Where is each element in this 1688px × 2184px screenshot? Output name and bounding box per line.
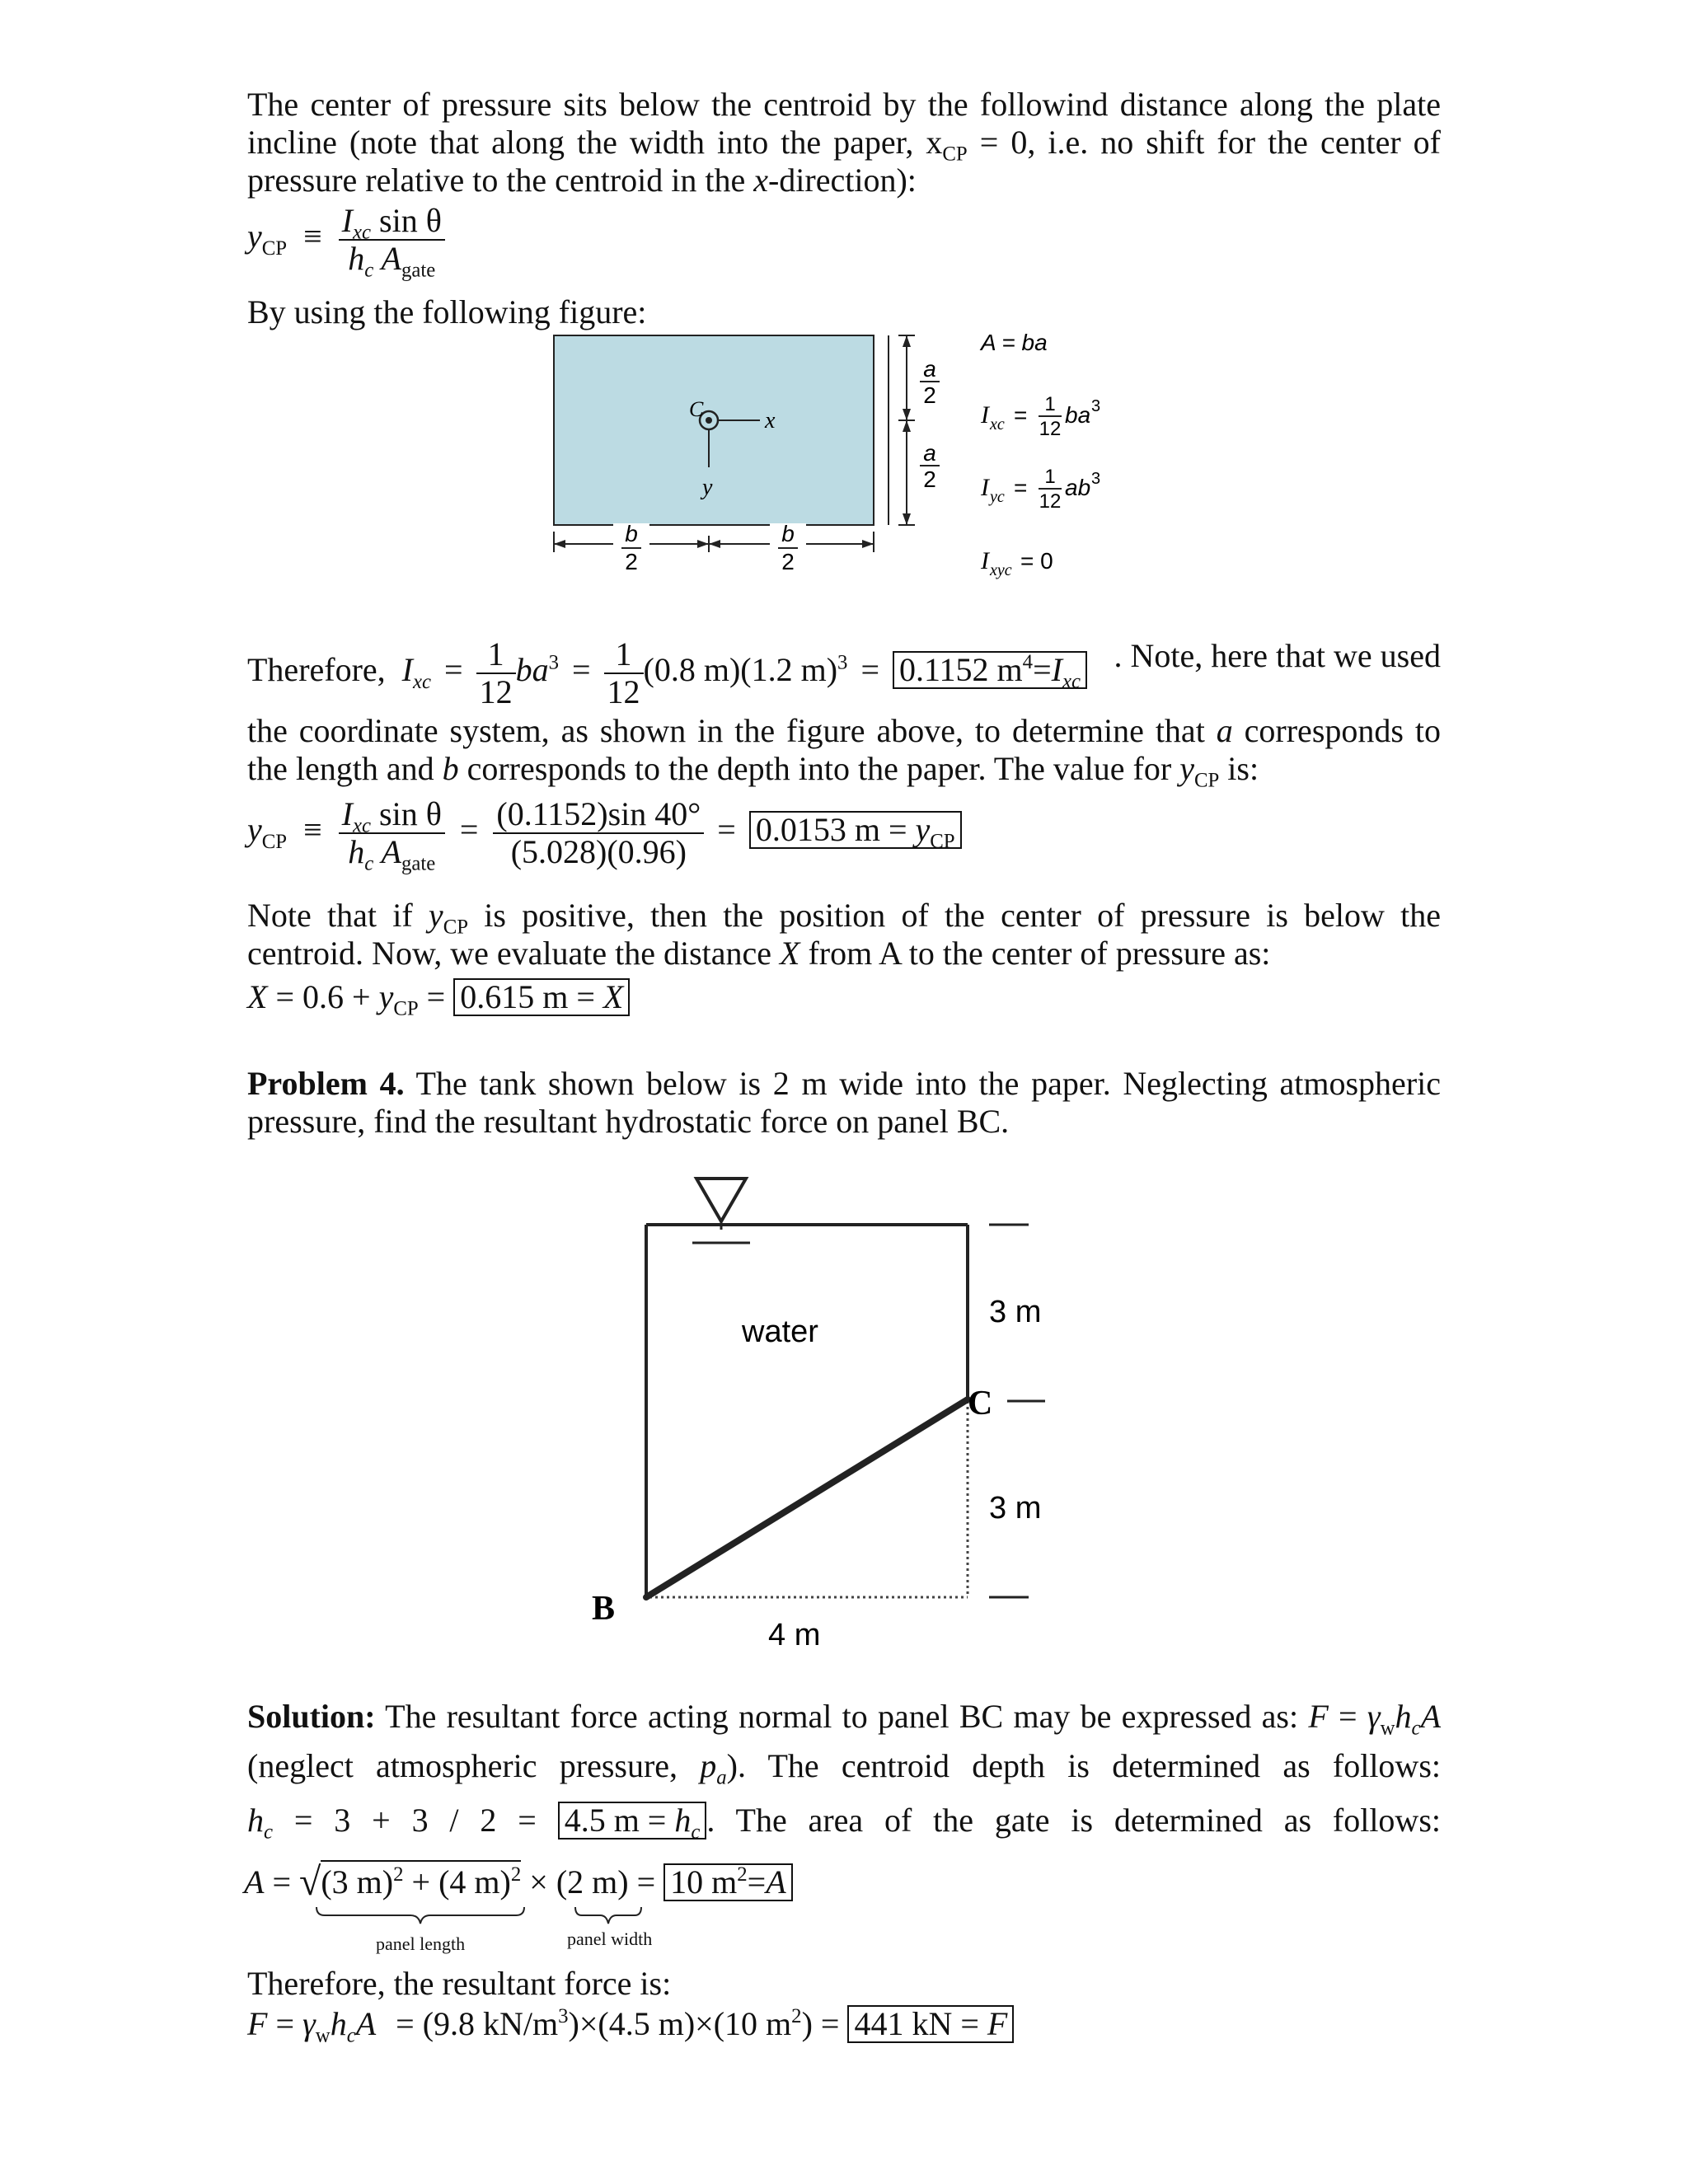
para2-line-2: the length and b corresponds to the depth into the paper. The value for $y_{CP}$ is: [247,750,1259,792]
intro-text-3: pressure relative to the centroid in the [247,162,754,199]
eq3-fraction-symbolic: $\frac{I_{xc} \sin \theta}{h_c A_{gate}}$ [339,796,445,870]
x-axis-label: x [765,408,776,434]
solution-line-3: $h_c = 3 + 3 / 2 = 4.5$ $m = h_c$ . The area of the gate is determined as follows: [247,1802,1441,1844]
rectangle-section [554,335,874,525]
intro-text-3-rest: -direction): [767,162,917,199]
half-b-right-num: b [781,521,795,546]
point-c-label: C [968,1385,993,1422]
eq2-prefix: Therefore, [247,651,386,689]
point-b-label: B [592,1590,616,1628]
eq1-den-sub-gate: gate [401,259,436,282]
eq2-term1: ba [515,651,549,689]
ixc-label: I [981,401,989,429]
panel-bc [646,1399,968,1597]
ixyc-label: I [981,547,989,574]
iyc-eq: = [1014,475,1028,500]
hc-result-box: 4.5 $m = h_c$ [558,1802,707,1840]
ixc-den: 12 [1039,418,1062,440]
ixc-exp: 3 [1091,397,1101,415]
eq1-fraction [339,202,445,282]
eq2-suffix: . Note, here that we used [1114,637,1441,674]
eq2-term2-exp: 3 [837,651,848,674]
eq1-num-rest: sin θ [371,202,442,239]
intro-text-1: The center of pressure sits below the centroid by the followind distance along the plate [247,86,1441,123]
ixyc-sub: xyc [990,561,1012,579]
solution-line-2: (neglect atmospheric pressure, $p_a$). The centroid depth is determined as follows: [247,1747,1441,1789]
eq2-result-box: 0.1152 $m^4=I_{xc}$ [893,651,1087,689]
equation-ixc: Therefore, $I_{xc}$ = $\frac{1}{12}$ $ba^3$ = $\frac{1}{12}$ (0.8 m)(1.2 m)$^3$ = 0.1152 $m^4=I_{xc}$ . Note, here that we used [247,635,1441,710]
panel-width-label: panel width [567,1929,653,1949]
equation-ycp-value: $y_{CP}$ ≡ $\frac{I_{xc} \sin \theta}{h_c A_{gate}}$ = $\frac{(0.1152)\sin 40^\circ}{(5.028)(0.96)}$ = 0.0153 $m = y_{CP}$ [247,796,962,870]
equation-force: $F = \gamma_wh_cA = (9.8$ $kN/m^3)\times(4.5$ m)×(10 $m^2) = 441$ kN = F [247,2004,1014,2043]
eq2-frac1: $\frac{1}{12}$ [476,636,516,710]
iyc-num: 1 [1044,466,1056,488]
half-b-right-den: 2 [781,549,795,574]
panel-width-brace [575,1907,641,1924]
dimension-bottom-3m: 3 m [989,1491,1042,1526]
centroid-label: C [689,397,704,421]
ixc-eq: = [1014,402,1028,428]
intro-var-x: x [753,162,768,199]
equation-braces [313,1904,676,1929]
para3-line-1: Note that if $y_{CP}$ is positive, then the position of the center of pressure is below the [247,897,1442,939]
eq4-result-box: 0.615 m = X [453,978,630,1016]
intro-line-1 [247,86,1441,124]
eq1-num-sub: xc [353,221,372,244]
half-a-top-den: 2 [923,382,936,408]
tank-figure [577,1170,1088,1665]
y-axis-label: y [702,475,713,500]
problem4-line-2: pressure, find the resultant hydrostatic force on panel BC. [247,1103,1010,1140]
iyc-sub: yc [990,488,1005,506]
intro-line-3 [247,162,1441,199]
problem4-line-1: Problem 4. The tank shown below is 2 m wide into the paper. Neglecting atmospheric [247,1065,1442,1102]
ixyc-value: = 0 [1020,548,1053,574]
eq1-lhs: y [247,218,262,255]
intro-line-2 [247,124,1441,166]
ixc-var: ba [1065,402,1091,428]
eq3-result-box: 0.0153 $m = y_{CP}$ [749,811,962,849]
panel-length-brace [316,1907,524,1924]
intro-text-2: incline (note that along the width into the paper, x [247,124,943,161]
force-result-box: 441 kN = F [847,2005,1014,2043]
intro-text-2-rest: = 0, i.e. no shift for the center of [967,124,1441,161]
eq1-den-a: A [373,240,401,277]
iyc-label: I [981,474,989,501]
iyc-den: 12 [1039,490,1062,513]
half-a-bottom-den: 2 [923,466,936,492]
half-a-bottom-num: a [923,440,936,466]
eq2-lhs-sub: xc [412,670,431,693]
water-label: water [742,1315,818,1349]
eq2-term1-exp: 3 [548,651,559,674]
half-a-top-num: a [923,356,936,382]
equation-area: A = √(3 m)$^2$ + (4 m)$^2$ × (2 m) = 10 $m^2=A$ [244,1859,793,1905]
para2-line-1: the coordinate system, as shown in the figure above, to determine that a corresponds to [247,712,1441,749]
free-surface-symbol [696,1179,746,1221]
eq1-den-sub-c: c [364,259,374,282]
solution-line-1: Solution: The resultant force acting normal to panel BC may be expressed as: $F = \gamma_wh_cA$ [247,1698,1441,1740]
section-properties-figure [544,326,1121,598]
intro-sub-cp: CP [942,143,968,166]
therefore-text: Therefore, the resultant force is: [247,1965,672,2002]
half-b-left-num: b [625,521,638,546]
figure-intro-text: By using the following figure: [247,293,647,330]
equation-x-distance: $X = 0.6 + y_{CP} = 0.615$ m = X [247,977,630,1016]
area-formula: A = ba [981,330,1048,355]
eq1-den-h: h [348,240,365,277]
equation-ycp-definition [247,202,445,282]
eq2-frac2: $\frac{1}{12}$ [604,636,644,710]
area-result-box: 10 $m^2=A$ [663,1863,793,1901]
eq1-num-i: I [341,202,353,239]
iyc-var: ab [1065,475,1091,500]
half-b-left-den: 2 [625,549,638,574]
iyc-exp: 3 [1091,470,1101,488]
para3-line-2: centroid. Now, we evaluate the distance X from A to the center of pressure as: [247,935,1271,972]
eq3-fraction-numeric: $\frac{(0.1152)\sin 40^\circ}{(5.028)(0.96)}$ [493,796,704,870]
ixc-num: 1 [1044,393,1056,415]
panel-length-label: panel length [376,1933,466,1954]
dimension-top-3m: 3 m [989,1295,1042,1329]
dimension-width-4m: 4 m [768,1618,821,1652]
eq2-lhs: I [401,651,413,689]
eq1-lhs-sub: CP [261,237,288,260]
centroid-dot [706,417,712,424]
eq1-op: ≡ [303,218,322,255]
ixc-sub: xc [990,415,1005,434]
eq2-term2: (0.8 m)(1.2 m) [643,651,838,689]
